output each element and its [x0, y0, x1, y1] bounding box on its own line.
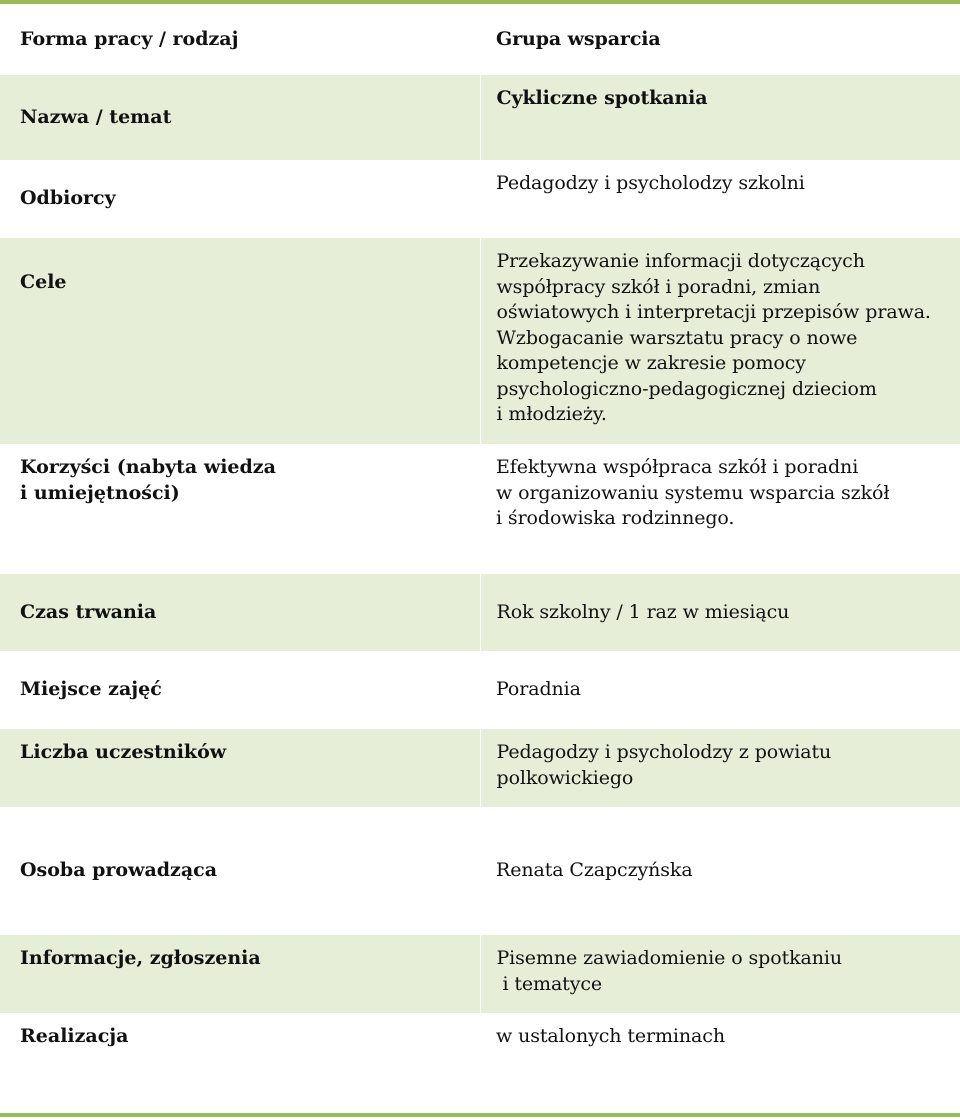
table-row-miejsce — [0, 651, 960, 729]
row-value — [480, 160, 960, 238]
program-info-table — [0, 4, 960, 1091]
row-label: Osoba prowadząca — [0, 807, 480, 935]
table-row-forma — [0, 4, 960, 75]
value-line: Grupa wsparcia — [496, 27, 661, 50]
table-row-nazwa — [0, 75, 960, 160]
value-line: i tematyce — [496, 972, 603, 995]
value-line: Przekazywanie informacji dotyczących — [496, 250, 865, 272]
value-line: Rok szkolny / 1 raz w miesiącu — [496, 600, 790, 623]
value-line: i środowiska rodzinnego. — [496, 507, 735, 529]
row-value — [480, 1013, 960, 1091]
row-label: Czas trwania — [0, 574, 480, 651]
table-row-korzysci — [0, 444, 960, 574]
value-line: kompetencje w zakresie pomocy — [496, 352, 806, 374]
table-row-realizacja — [0, 1013, 960, 1091]
value-line: Wzbogacanie warsztatu pracy o nowe — [496, 326, 858, 349]
row-label: Nazwa / temat — [0, 75, 480, 160]
value-line: polkowickiego — [496, 766, 634, 789]
row-value — [480, 651, 960, 729]
row-value — [480, 4, 960, 75]
row-value — [480, 444, 960, 574]
row-value — [480, 935, 960, 1013]
value-line: Renata Czapczyńska — [496, 859, 693, 882]
value-line: Cykliczne spotkania — [496, 87, 708, 109]
value-line: Pedagodzy i psycholodzy szkolni — [496, 172, 805, 194]
value-line: Pisemne zawiadomienie o spotkaniu — [496, 947, 842, 969]
row-label: Forma pracy / rodzaj — [0, 4, 480, 75]
table-row-cele — [0, 238, 960, 444]
value-line: w ustalonych terminach — [496, 1025, 725, 1047]
value-line: w organizowaniu systemu wsparcia szkół — [496, 481, 890, 504]
row-value — [480, 807, 960, 935]
row-label: Liczba uczestników — [0, 729, 480, 807]
row-label: Realizacja — [0, 1013, 480, 1091]
table-row-czas — [0, 574, 960, 651]
value-line: oświatowych i interpretacji przepisów prawa. — [496, 301, 931, 323]
value-line: Pedagodzy i psycholodzy z powiatu — [496, 741, 832, 763]
row-label: Odbiorcy — [0, 160, 480, 238]
value-line: Efektywna współpraca szkół i poradni — [496, 456, 859, 478]
row-value — [480, 75, 960, 160]
row-label: Miejsce zajęć — [0, 651, 480, 729]
row-label: Cele — [0, 238, 480, 444]
value-line: współpracy szkół i poradni, zmian — [496, 275, 821, 298]
row-value — [480, 238, 960, 444]
row-label: Informacje, zgłoszenia — [0, 935, 480, 1013]
table-row-liczba — [0, 729, 960, 807]
row-value — [480, 574, 960, 651]
value-line: Poradnia — [496, 678, 581, 701]
table-row-odbiorcy — [0, 160, 960, 238]
row-label — [0, 444, 480, 574]
label-line: Korzyści (nabyta wiedza — [20, 456, 276, 478]
value-line: psychologiczno-pedagogicznej dzieciom — [496, 377, 877, 400]
bottom-rule — [0, 1113, 960, 1117]
label-line: i umiejętności) — [20, 481, 180, 504]
table-row-osoba — [0, 807, 960, 935]
row-value — [480, 729, 960, 807]
value-line: i młodzieży. — [496, 403, 607, 425]
table-row-informacje — [0, 935, 960, 1013]
